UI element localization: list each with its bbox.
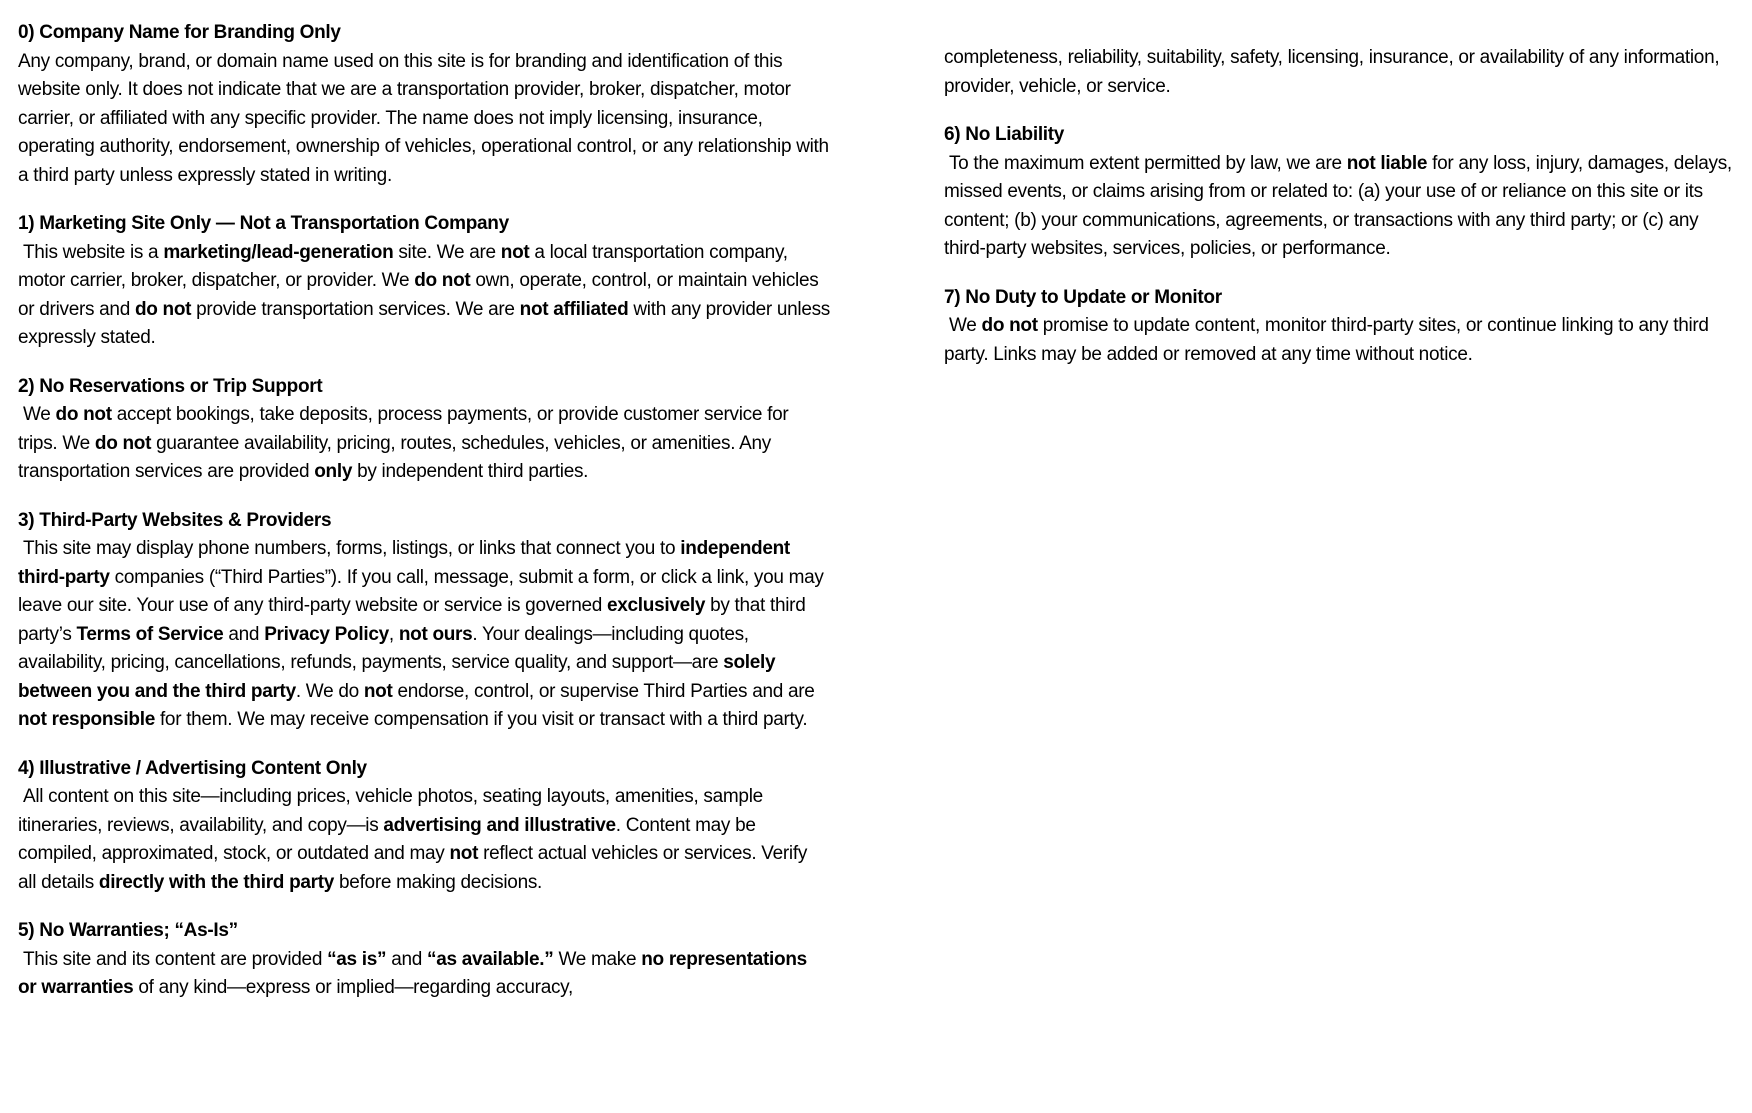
section-body: We do not accept bookings, take deposits, process payments, or provide customer service for trips. We do not guarantee availability, pricing, routes, schedules, vehicles, or amenities. Any transportation services are provided only by independent third parties. [18, 404, 794, 482]
section-heading: 2) No Reservations or Trip Support [18, 375, 323, 397]
section-body: To the maximum extent permitted by law, we are not liable for any loss, injury, damages, delays, missed events, or claims arising from or related to: (a) your use of or reliance on this site or its content; (b) your communications, agreements, or transactions with any third party; or (c) any third-party websites, services, policies, or performance. [944, 152, 1737, 259]
right-column [944, 44, 1737, 389]
section-body: All content on this site—including prices, vehicle photos, seating layouts, amenities, sample itineraries, reviews, availability, and copy—is advertising and illustrative. Content may be compiled, approximated, stock, or outdated and may not reflect actual vehicles or services. Verify all details directly with the third party before making decisions. [18, 786, 813, 893]
section-body: This website is a marketing/lead-generation site. We are not a local transportation company, motor carrier, broker, dispatcher, or provider. We do not own, operate, control, or maintain vehicles or drivers and do not provide transportation services. We are not affiliated with any provider unless expressly stated. [18, 241, 835, 348]
continuation-paragraph: completeness, reliability, suitability, safety, licensing, insurance, or availability of any information, provider, vehicle, or service. [944, 47, 1725, 97]
left-column [18, 19, 835, 1023]
section-heading: 3) Third-Party Websites & Providers [18, 509, 332, 531]
disclaimer-section [18, 373, 830, 487]
section-body: Any company, brand, or domain name used on this site is for branding and identification of this website only. It does not indicate that we are a transportation provider, broker, dispatcher, motor carrier, or affiliated with any specific provider. The name does not imply licensing, insurance, operating authority, endorsement, ownership of vehicles, operational control, or any relationship with a third party unless expressly stated in writing. [18, 50, 834, 186]
disclaimer-section [944, 284, 1734, 370]
disclaimer-section [18, 19, 834, 190]
disclaimer-section [18, 755, 830, 898]
section-heading: 5) No Warranties; “As-Is” [18, 920, 238, 941]
disclaimer-section [944, 121, 1737, 264]
section-heading: 4) Illustrative / Advertising Content Only [18, 757, 367, 779]
section-heading: 1) Marketing Site Only — Not a Transportation Company [18, 213, 509, 234]
disclaimer-section [18, 210, 835, 353]
disclaimer-section [18, 917, 830, 1003]
section-heading: 7) No Duty to Update or Monitor [944, 286, 1222, 308]
section-body: This site may display phone numbers, forms, listings, or links that connect you to independent third-party companies (“Third Parties”). If you call, message, submit a form, or click a link, you may leave our site. Your use of any third-party website or service is governed exclusively by that third party’s Terms of Service and Privacy Policy, not ours. Your dealings—including quotes, availability, pricing, cancellations, refunds, payments, service quality, and support—are solely between you and the third party. We do not endorse, control, or supervise Third Parties and are not responsible for them. We may receive compensation if you visit or transact with a third party. [18, 538, 829, 730]
disclaimer-section [18, 507, 830, 735]
disclaimer-section [944, 44, 1734, 101]
section-heading: 6) No Liability [944, 124, 1065, 145]
section-body: We do not promise to update content, monitor third-party sites, or continue linking to any third party. Links may be added or removed at any time without notice. [944, 315, 1714, 365]
section-body: This site and its content are provided “as is” and “as available.” We make no representations or warranties of any kind—express or implied—regarding accuracy, [18, 948, 812, 998]
section-heading: 0) Company Name for Branding Only [18, 22, 341, 43]
